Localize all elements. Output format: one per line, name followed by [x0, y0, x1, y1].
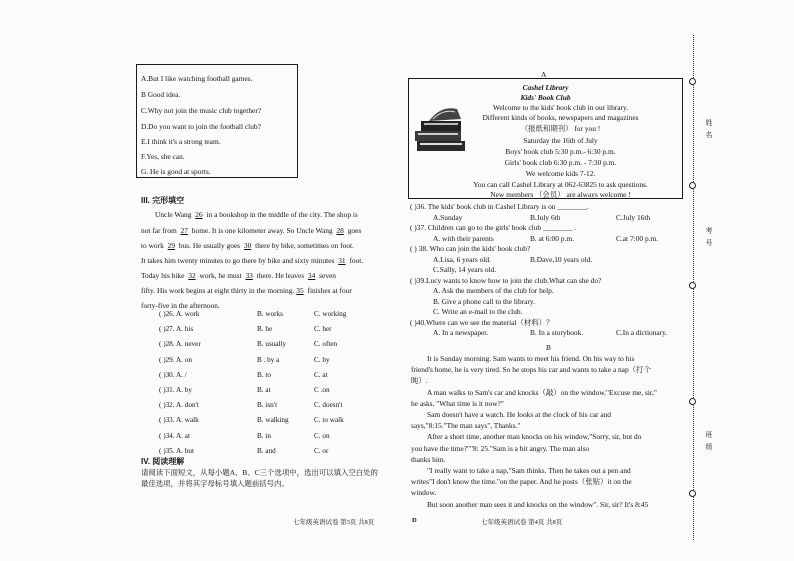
cloze-line: Today his bike 32 work, he must 33 there. He leaves 34 seven [141, 271, 336, 280]
question-option-a: ( )29. A. on [159, 355, 192, 364]
question-option-b: B. and [257, 446, 276, 455]
option-c: C.Why not join the music club together? [141, 106, 262, 115]
option-a: A.But I like watching football games. [141, 74, 253, 83]
reading-question: ( )39.Lucy wants to know how to join the club.What can she do? [410, 275, 602, 285]
binding-label-char: 名 [705, 131, 713, 139]
story-line: window. [411, 488, 437, 498]
blank-number: 30 [243, 241, 252, 250]
notice-line: Saturday the 16th of July [523, 136, 598, 145]
binding-label-char: 班 [705, 431, 713, 439]
story-line: 盹）. [411, 376, 428, 386]
reading-option: C. Write an e-mail to the club. [433, 307, 523, 316]
binding-label-char: 考 [705, 227, 713, 235]
story-line: Sam doesn't have a watch. He looks at the clock of his car and [427, 410, 611, 419]
notice-line: New members （会员） are always welcome ! [490, 190, 631, 199]
notice-title2: Kids' Book Club [520, 93, 571, 102]
blank-number: 26 [195, 210, 203, 219]
question-option-c: C. to walk [314, 416, 344, 425]
story-line: says,"8:15."The man says", Thanks." [411, 421, 521, 431]
reading-option: A.Sunday [433, 212, 463, 222]
section4-instruction-line1: 请阅读下面短文，从每小题A、B、C三个选项中，选出可以填入空白处的 [141, 468, 378, 477]
reading-option: A. In a newspaper. [433, 328, 489, 337]
footer-center: D [412, 517, 417, 524]
binding-label-char: 姓 [705, 119, 713, 127]
reading-option: C.at 7:00 p.m. [616, 233, 659, 243]
option-b: B Good idea. [141, 90, 181, 99]
story-line: he asks, "What time is it now?" [411, 398, 504, 408]
reading-option: B.July 6th [530, 212, 561, 222]
section4-instruction-line2: 最佳选项，并将其字母标号填入题前括号内。 [141, 479, 289, 488]
cloze-line: to work 29 bus. He usually goes 30 there by bike, sometimes on foot. [141, 241, 354, 250]
blank-number: 32 [188, 271, 196, 280]
question-option-b: B. usually [257, 340, 287, 349]
library-notice-box [408, 78, 683, 199]
section4-heading: IV. 阅读理解 [141, 457, 185, 466]
blank-number: 28 [336, 226, 344, 235]
notice-line: Girls' book club 6:30 p.m. - 7:30 p.m. [504, 158, 617, 167]
reading-option: B. at 6:00 p.m. [530, 233, 574, 243]
question-option-b: B. works [257, 310, 283, 318]
reading-option: C.In a dictionary. [616, 328, 668, 337]
notice-title1: Cashel Library [522, 83, 569, 92]
binding-label-char: 号 [705, 239, 713, 247]
notice-line: （报纸和期刊） for you ! [520, 124, 601, 133]
story-line: thanks him. [411, 454, 446, 464]
question-option-b: B. to [257, 370, 271, 379]
reading-question: ( ) 38. Who can join the kids' book club? [410, 244, 531, 253]
question-option-b: B. walking [257, 416, 289, 425]
blank-number: 31 [338, 256, 346, 265]
blank-number: 29 [167, 241, 176, 250]
reading-option: B. Give a phone call to the library. [433, 296, 535, 306]
notice-line: We welcome kids 7-12. [525, 169, 596, 178]
footer-left: 七年级英语试卷 第3页 共8页 [293, 519, 375, 526]
question-option-a: ( )26. A. work [159, 310, 200, 318]
reading-question: ( )40.Where can we see the material（材料）？ [410, 317, 554, 327]
blank-number: 33 [245, 271, 253, 280]
reading-option: A. with their parents [433, 233, 494, 243]
story-line: "I really want to take a nap,"Sam thinks. Then he takes out a pen and [427, 466, 631, 475]
cloze-line: It takes him twenty minutes to go there by bike and sixty minutes 31 foot. [141, 256, 364, 265]
reading-option: B. In a storybook. [530, 328, 584, 337]
story-line: But soon another man sees it and knocks on the window". Sir, sir? It's 8:45 [427, 499, 649, 509]
question-option-b: B. he [257, 325, 273, 334]
cloze-line: fifty. His work begins at eight thirty in the morning. 35 finishes at four [141, 286, 352, 295]
notice-line: Welcome to the kids' book club in our library. [492, 103, 629, 112]
cloze-line: not far from 27 home. It is one kilometer away. So Uncle Wang 28 goes [141, 226, 362, 235]
option-g: G. He is good at sports. [141, 167, 211, 176]
binding-hole-icon [689, 398, 696, 405]
binding-hole-icon [689, 282, 696, 289]
option-d: D.Do you want to join the football club? [141, 122, 261, 131]
footer-right: 七年级英语试卷 第4页 共8页 [481, 519, 563, 526]
reading-option: B.Dave,10 years old. [530, 254, 593, 264]
question-option-b: B. isn't [257, 401, 278, 410]
option-e: E.I think it's a strong team. [141, 137, 221, 146]
notice-line: Different kinds of books, newspapers and magazines [482, 113, 639, 122]
question-option-b: B . by a [257, 355, 280, 364]
story-line: writes"I don't know the time."on the paper. And he posts（张贴）it on the [411, 477, 632, 487]
reading-question: ( )36. The kids' book club in Cashel Library is on ________. [410, 202, 589, 211]
reading-option: C.July 16th [616, 212, 651, 222]
passage-a-letter: A [541, 70, 547, 79]
question-option-c: C. or [314, 446, 329, 455]
blank-number: 35 [296, 286, 304, 295]
question-option-a: ( )28. A. never [159, 340, 201, 349]
question-option-a: ( )35. A. but [159, 446, 194, 455]
binding-hole-icon [689, 78, 696, 85]
reading-option: A. Ask the members of the club for help. [433, 286, 554, 295]
question-option-c: C. by [314, 355, 330, 364]
question-option-a: ( )31. A. by [159, 386, 192, 394]
story-line: After a short time, another man knocks on his window,"Sorry, sir, but do [427, 432, 642, 442]
question-option-c: C .on [314, 386, 330, 394]
question-option-c: C. on [314, 431, 330, 440]
story-line: you have the time?""8: 25."Sam is a bit angry. The man also [411, 443, 590, 453]
question-option-c: C. often [314, 340, 338, 349]
option-f: F.Yes, she can. [141, 152, 185, 161]
dialogue-options-box [136, 64, 298, 178]
question-option-c: C. doesn't [314, 401, 343, 410]
question-option-c: C. her [314, 325, 332, 334]
story-line: A man walks to Sam's car and knocks（敲）on the window."Excuse me, sir," [427, 387, 657, 397]
question-option-b: B. in [257, 431, 271, 440]
binding-hole-icon [689, 490, 696, 497]
question-option-a: ( )30. A. / [159, 370, 187, 379]
question-option-a: ( )27. A. his [159, 325, 194, 334]
question-option-a: ( )32. A. don't [159, 401, 199, 410]
blank-number: 27 [180, 226, 188, 235]
cloze-line: forty-five in the afternoon. [141, 301, 220, 310]
question-option-a: ( )33. A. walk [159, 416, 199, 425]
reading-option: A.Lisa, 6 years old. [433, 254, 491, 264]
story-line: It is Sunday morning. Sam wants to meet his friend. On his way to his [427, 354, 635, 363]
passage-b-letter: B [546, 343, 551, 352]
question-option-b: B. at [257, 386, 271, 394]
story-line: friend's home, he is very tired. So he stops his car and wants to take a nap（打个 [411, 365, 651, 375]
binding-label-char: 级 [705, 443, 713, 451]
blank-number: 34 [307, 271, 316, 280]
binding-hole-icon [689, 182, 696, 189]
notice-line: You can call Cashel Library at 062-63825 to ask questions. [473, 180, 648, 189]
section3-heading: III. 完形填空 [141, 196, 185, 205]
reading-question: ( )37. Children can go to the girls' book club ________ . [410, 223, 577, 232]
notice-line: Boys' book club 5:30 p.m.- 6:30 p.m. [505, 147, 616, 156]
question-option-c: C. at [314, 370, 328, 379]
question-option-c: C. working [314, 310, 347, 318]
cloze-line: Uncle Wang 26 in a bookshop in the middle of the city. The shop is [155, 210, 358, 219]
reading-option: C.Sally, 14 years old. [433, 265, 497, 274]
question-option-a: ( )34. A. at [159, 431, 190, 440]
